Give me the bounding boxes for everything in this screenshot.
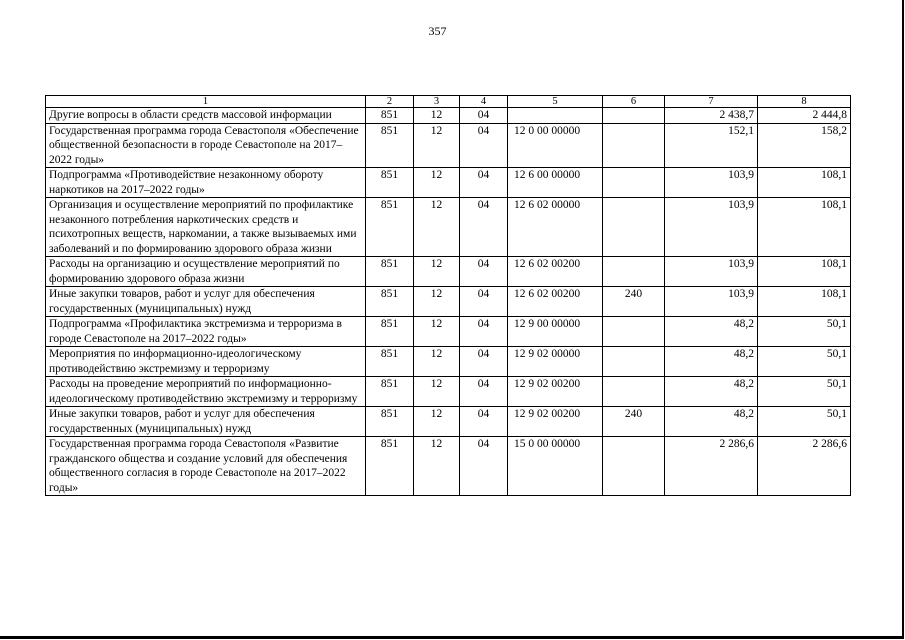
page-number: 357	[428, 24, 447, 38]
column-header: 1	[46, 96, 366, 108]
subsection-code-cell: 04	[460, 437, 508, 496]
amount-cell: 2 444,8	[758, 108, 851, 124]
table-row	[46, 347, 851, 377]
table-row	[46, 287, 851, 317]
target-article-cell: 12 9 02 00200	[508, 407, 603, 437]
subsection-code-cell: 04	[460, 123, 508, 168]
section-code-cell: 12	[414, 257, 460, 287]
row-name-cell: Мероприятия по информационно-идеологическому противодействию экстремизму и терроризму	[46, 347, 366, 377]
ministry-code-cell: 851	[366, 198, 414, 257]
row-name-cell: Организация и осуществление мероприятий по профилактике незаконного потребления наркотических средств и психотропных веществ, наркомании, а также вызываемых ими заболеваний и по формированию здорового образа жизни	[46, 198, 366, 257]
column-header: 3	[414, 96, 460, 108]
target-article-cell: 12 6 02 00200	[508, 287, 603, 317]
table-row	[46, 317, 851, 347]
table-row	[46, 257, 851, 287]
ministry-code-cell: 851	[366, 347, 414, 377]
section-code-cell: 12	[414, 407, 460, 437]
column-header: 4	[460, 96, 508, 108]
ministry-code-cell: 851	[366, 317, 414, 347]
amount-cell: 103,9	[665, 198, 758, 257]
expense-type-cell	[603, 123, 665, 168]
column-number-row	[46, 96, 851, 108]
amount-cell: 48,2	[665, 347, 758, 377]
amount-cell: 108,1	[758, 257, 851, 287]
table-row	[46, 123, 851, 168]
target-article-cell: 12 9 02 00200	[508, 377, 603, 407]
expense-type-cell	[603, 198, 665, 257]
amount-cell: 2 286,6	[758, 437, 851, 496]
row-name-cell: Расходы на проведение мероприятий по информационно-идеологическому противодействию экстремизму и терроризму	[46, 377, 366, 407]
expense-type-cell	[603, 168, 665, 198]
table-row	[46, 168, 851, 198]
target-article-cell: 15 0 00 00000	[508, 437, 603, 496]
section-code-cell: 12	[414, 123, 460, 168]
section-code-cell: 12	[414, 377, 460, 407]
amount-cell: 48,2	[665, 317, 758, 347]
amount-cell: 48,2	[665, 377, 758, 407]
expense-type-cell	[603, 317, 665, 347]
ministry-code-cell: 851	[366, 287, 414, 317]
target-article-cell: 12 6 02 00200	[508, 257, 603, 287]
ministry-code-cell: 851	[366, 108, 414, 124]
amount-cell: 158,2	[758, 123, 851, 168]
ministry-code-cell: 851	[366, 168, 414, 198]
row-name-cell: Подпрограмма «Профилактика экстремизма и терроризма в городе Севастополе на 2017–2022 годы»	[46, 317, 366, 347]
column-header: 5	[508, 96, 603, 108]
subsection-code-cell: 04	[460, 407, 508, 437]
amount-cell: 152,1	[665, 123, 758, 168]
section-code-cell: 12	[414, 287, 460, 317]
amount-cell: 108,1	[758, 168, 851, 198]
subsection-code-cell: 04	[460, 317, 508, 347]
amount-cell: 50,1	[758, 377, 851, 407]
subsection-code-cell: 04	[460, 347, 508, 377]
subsection-code-cell: 04	[460, 377, 508, 407]
target-article-cell: 12 6 00 00000	[508, 168, 603, 198]
section-code-cell: 12	[414, 198, 460, 257]
subsection-code-cell: 04	[460, 257, 508, 287]
target-article-cell	[508, 108, 603, 124]
table-row	[46, 407, 851, 437]
column-header: 6	[603, 96, 665, 108]
amount-cell: 50,1	[758, 407, 851, 437]
target-article-cell: 12 9 02 00000	[508, 347, 603, 377]
expense-type-cell	[603, 377, 665, 407]
column-header: 7	[665, 96, 758, 108]
budget-table	[45, 95, 851, 496]
table-row	[46, 377, 851, 407]
subsection-code-cell: 04	[460, 198, 508, 257]
section-code-cell: 12	[414, 437, 460, 496]
ministry-code-cell: 851	[366, 407, 414, 437]
row-name-cell: Другие вопросы в области средств массовой информации	[46, 108, 366, 124]
row-name-cell: Иные закупки товаров, работ и услуг для обеспечения государственных (муниципальных) нужд	[46, 407, 366, 437]
row-name-cell: Подпрограмма «Противодействие незаконному обороту наркотиков на 2017–2022 годы»	[46, 168, 366, 198]
expense-type-cell: 240	[603, 407, 665, 437]
row-name-cell: Государственная программа города Севастополя «Обеспечение общественной безопасности в городе Севастополе на 2017–2022 годы»	[46, 123, 366, 168]
row-name-cell: Иные закупки товаров, работ и услуг для обеспечения государственных (муниципальных) нужд	[46, 287, 366, 317]
table-row	[46, 198, 851, 257]
expense-type-cell	[603, 347, 665, 377]
table-row	[46, 437, 851, 496]
expense-type-cell	[603, 257, 665, 287]
expense-type-cell: 240	[603, 287, 665, 317]
subsection-code-cell: 04	[460, 287, 508, 317]
subsection-code-cell: 04	[460, 108, 508, 124]
expense-type-cell	[603, 108, 665, 124]
amount-cell: 50,1	[758, 347, 851, 377]
amount-cell: 103,9	[665, 287, 758, 317]
target-article-cell: 12 6 02 00000	[508, 198, 603, 257]
table-row	[46, 108, 851, 124]
amount-cell: 103,9	[665, 257, 758, 287]
target-article-cell: 12 9 00 00000	[508, 317, 603, 347]
amount-cell: 2 286,6	[665, 437, 758, 496]
section-code-cell: 12	[414, 168, 460, 198]
amount-cell: 50,1	[758, 317, 851, 347]
amount-cell: 108,1	[758, 287, 851, 317]
amount-cell: 103,9	[665, 168, 758, 198]
column-header: 8	[758, 96, 851, 108]
amount-cell: 2 438,7	[665, 108, 758, 124]
row-name-cell: Расходы на организацию и осуществление мероприятий по формированию здорового образа жизни	[46, 257, 366, 287]
amount-cell: 48,2	[665, 407, 758, 437]
column-header: 2	[366, 96, 414, 108]
row-name-cell: Государственная программа города Севастополя «Развитие гражданского общества и создание условий для обеспечения общественного согласия в городе Севастополе на 2017–2022 годы»	[46, 437, 366, 496]
amount-cell: 108,1	[758, 198, 851, 257]
target-article-cell: 12 0 00 00000	[508, 123, 603, 168]
ministry-code-cell: 851	[366, 123, 414, 168]
expense-type-cell	[603, 437, 665, 496]
ministry-code-cell: 851	[366, 377, 414, 407]
ministry-code-cell: 851	[366, 437, 414, 496]
ministry-code-cell: 851	[366, 257, 414, 287]
subsection-code-cell: 04	[460, 168, 508, 198]
section-code-cell: 12	[414, 347, 460, 377]
section-code-cell: 12	[414, 317, 460, 347]
section-code-cell: 12	[414, 108, 460, 124]
